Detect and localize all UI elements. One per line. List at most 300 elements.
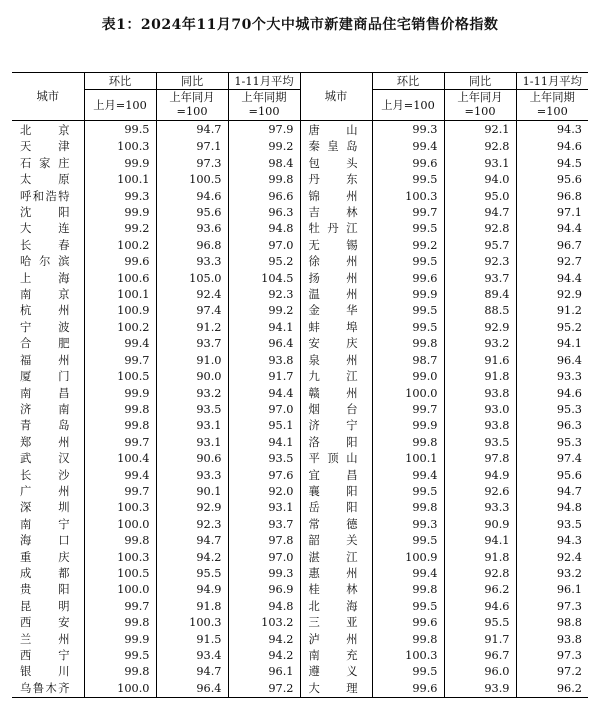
left-city-cell: 贵阳 [12, 582, 84, 598]
right-yoy-cell: 93.7 [444, 271, 516, 287]
left-city-cell: 西安 [12, 615, 84, 631]
left-ytd-cell: 94.8 [228, 599, 300, 615]
right-yoy-cell: 94.9 [444, 468, 516, 484]
table-row [12, 468, 588, 484]
header-ytd-right: 1-11月平均 [516, 73, 588, 90]
left-city-cell: 上海 [12, 271, 84, 287]
right-city-cell: 南充 [300, 648, 372, 664]
table-row [12, 484, 588, 500]
right-ytd-cell: 92.9 [556, 288, 582, 302]
right-mom-cell: 99.5 [372, 484, 444, 500]
table-row [12, 451, 588, 467]
table-row [12, 205, 588, 221]
right-yoy-cell: 92.3 [444, 254, 516, 270]
right-ytd-cell: 95.2 [556, 320, 582, 334]
right-city-cell: 秦皇岛 [300, 139, 372, 155]
left-city-cell: 呼和浩特 [12, 189, 84, 205]
left-mom-cell: 100.4 [84, 451, 156, 467]
right-city-cell: 襄阳 [300, 484, 372, 500]
left-ytd-cell: 94.2 [228, 648, 300, 664]
left-ytd-cell: 91.7 [228, 369, 300, 385]
left-city-cell: 石家庄 [12, 156, 84, 172]
table-row [12, 238, 588, 254]
left-city-cell: 海口 [12, 533, 84, 549]
left-city-cell: 郑州 [12, 435, 84, 451]
right-ytd-cell: 96.8 [556, 189, 582, 203]
left-yoy-cell: 97.3 [156, 156, 228, 172]
left-mom-cell: 99.9 [84, 205, 156, 221]
left-mom-cell: 100.9 [84, 303, 156, 319]
right-mom-cell: 99.9 [372, 418, 444, 434]
right-city-cell: 无锡 [300, 238, 372, 254]
table-row [12, 156, 588, 172]
right-yoy-cell: 95.5 [444, 615, 516, 631]
right-ytd-cell: 95.6 [556, 173, 582, 187]
left-mom-cell: 99.6 [84, 254, 156, 270]
right-yoy-cell: 91.6 [444, 353, 516, 369]
left-ytd-cell: 104.5 [228, 271, 300, 287]
table-row [12, 254, 588, 270]
table-row [12, 287, 588, 303]
right-mom-cell: 99.6 [372, 156, 444, 172]
right-mom-cell: 100.0 [372, 386, 444, 402]
left-mom-cell: 99.8 [84, 418, 156, 434]
right-city-cell: 北海 [300, 599, 372, 615]
right-ytd-cell: 94.8 [556, 501, 582, 515]
right-city-cell: 平顶山 [300, 451, 372, 467]
right-city-cell: 烟台 [300, 402, 372, 418]
left-yoy-cell: 93.7 [156, 336, 228, 352]
right-ytd-cell: 97.2 [556, 665, 582, 679]
left-yoy-cell: 94.6 [156, 189, 228, 205]
header-ytd-base-right: 上年同期 =100 [516, 90, 588, 121]
left-yoy-cell: 93.6 [156, 221, 228, 237]
right-mom-cell: 99.6 [372, 615, 444, 631]
right-city-cell: 宜昌 [300, 468, 372, 484]
header-city-right: 城市 [300, 73, 372, 121]
right-ytd-cell: 94.4 [556, 271, 582, 285]
left-mom-cell: 100.0 [84, 582, 156, 598]
right-city-cell: 温州 [300, 287, 372, 303]
right-yoy-cell: 93.5 [444, 435, 516, 451]
table-row [12, 648, 588, 664]
left-mom-cell: 100.5 [84, 566, 156, 582]
right-ytd-cell: 94.5 [556, 156, 582, 170]
left-city-cell: 太原 [12, 172, 84, 188]
right-mom-cell: 99.8 [372, 435, 444, 451]
right-ytd-cell: 95.3 [556, 435, 582, 449]
right-city-cell: 韶关 [300, 533, 372, 549]
left-ytd-cell: 96.4 [228, 336, 300, 352]
right-yoy-cell: 92.6 [444, 484, 516, 500]
right-city-cell: 洛阳 [300, 435, 372, 451]
left-city-cell: 青岛 [12, 418, 84, 434]
left-city-cell: 西宁 [12, 648, 84, 664]
left-mom-cell: 100.3 [84, 139, 156, 155]
left-ytd-cell: 97.0 [228, 238, 300, 254]
left-yoy-cell: 93.5 [156, 402, 228, 418]
right-yoy-cell: 90.9 [444, 517, 516, 533]
left-ytd-cell: 96.9 [228, 582, 300, 598]
table-row [12, 599, 588, 615]
left-ytd-cell: 94.2 [228, 632, 300, 648]
left-ytd-cell: 99.8 [228, 172, 300, 188]
table-row [12, 615, 588, 631]
right-yoy-cell: 92.8 [444, 221, 516, 237]
left-mom-cell: 99.5 [84, 121, 156, 140]
right-mom-cell: 99.5 [372, 664, 444, 680]
left-city-cell: 南京 [12, 287, 84, 303]
left-yoy-cell: 97.4 [156, 303, 228, 319]
right-mom-cell: 99.0 [372, 369, 444, 385]
left-mom-cell: 100.6 [84, 271, 156, 287]
left-mom-cell: 99.7 [84, 435, 156, 451]
right-city-cell: 牡丹江 [300, 221, 372, 237]
left-mom-cell: 100.3 [84, 550, 156, 566]
left-city-cell: 合肥 [12, 336, 84, 352]
right-ytd-cell: 93.5 [556, 517, 582, 531]
price-index-table [12, 72, 588, 698]
table-row [12, 582, 588, 598]
left-ytd-cell: 96.3 [228, 205, 300, 221]
right-city-cell: 九江 [300, 369, 372, 385]
table-row [12, 271, 588, 287]
right-yoy-cell: 93.8 [444, 386, 516, 402]
left-mom-cell: 99.4 [84, 336, 156, 352]
header-yoy-base-left: 上年同月 =100 [156, 90, 228, 121]
right-yoy-cell: 96.2 [444, 582, 516, 598]
left-yoy-cell: 94.9 [156, 582, 228, 598]
right-yoy-cell: 94.7 [444, 205, 516, 221]
left-yoy-cell: 91.5 [156, 632, 228, 648]
right-city-cell: 金华 [300, 303, 372, 319]
right-city-cell: 济宁 [300, 418, 372, 434]
left-mom-cell: 99.2 [84, 221, 156, 237]
table-row [12, 664, 588, 680]
right-mom-cell: 99.5 [372, 533, 444, 549]
left-mom-cell: 99.5 [84, 648, 156, 664]
table-row [12, 369, 588, 385]
table-row [12, 189, 588, 205]
left-yoy-cell: 97.1 [156, 139, 228, 155]
left-yoy-cell: 92.9 [156, 500, 228, 516]
left-mom-cell: 99.8 [84, 533, 156, 549]
table-row [12, 418, 588, 434]
left-city-cell: 北京 [12, 121, 84, 140]
left-yoy-cell: 90.0 [156, 369, 228, 385]
table-row [12, 172, 588, 188]
right-ytd-cell: 96.3 [556, 419, 582, 433]
left-mom-cell: 100.0 [84, 517, 156, 533]
right-mom-cell: 99.8 [372, 336, 444, 352]
left-mom-cell: 99.7 [84, 353, 156, 369]
left-mom-cell: 100.2 [84, 238, 156, 254]
left-ytd-cell: 98.4 [228, 156, 300, 172]
right-mom-cell: 99.4 [372, 468, 444, 484]
left-yoy-cell: 92.3 [156, 517, 228, 533]
right-ytd-cell: 94.4 [556, 222, 582, 236]
table-body [12, 121, 588, 698]
right-yoy-cell: 94.0 [444, 172, 516, 188]
left-mom-cell: 100.3 [84, 500, 156, 516]
table-header [12, 73, 588, 121]
left-city-cell: 昆明 [12, 599, 84, 615]
left-mom-cell: 99.8 [84, 402, 156, 418]
right-city-cell: 桂林 [300, 582, 372, 598]
right-ytd-cell: 94.6 [556, 140, 582, 154]
left-city-cell: 天津 [12, 139, 84, 155]
left-ytd-cell: 97.0 [228, 402, 300, 418]
right-ytd-cell: 97.3 [556, 649, 582, 662]
right-mom-cell: 100.9 [372, 550, 444, 566]
right-ytd-cell: 98.8 [556, 616, 582, 630]
left-yoy-cell: 93.2 [156, 386, 228, 402]
left-yoy-cell: 105.0 [156, 271, 228, 287]
left-mom-cell: 99.8 [84, 664, 156, 680]
right-city-cell: 徐州 [300, 254, 372, 270]
right-city-cell: 唐山 [300, 121, 372, 140]
right-yoy-cell: 97.8 [444, 451, 516, 467]
left-city-cell: 武汉 [12, 451, 84, 467]
right-ytd-cell: 97.1 [556, 206, 582, 220]
left-ytd-cell: 93.7 [228, 517, 300, 533]
right-yoy-cell: 91.7 [444, 632, 516, 648]
left-yoy-cell: 91.0 [156, 353, 228, 369]
left-city-cell: 南宁 [12, 517, 84, 533]
table-title: 表1：2024年11月70个大中城市新建商品住宅销售价格指数 [101, 17, 499, 33]
left-ytd-cell: 95.2 [228, 254, 300, 270]
left-yoy-cell: 94.2 [156, 550, 228, 566]
right-mom-cell: 99.5 [372, 254, 444, 270]
right-mom-cell: 99.9 [372, 287, 444, 303]
left-yoy-cell: 92.4 [156, 287, 228, 303]
right-mom-cell: 99.3 [372, 121, 444, 140]
left-city-cell: 兰州 [12, 632, 84, 648]
right-mom-cell: 99.7 [372, 205, 444, 221]
right-city-cell: 遵义 [300, 664, 372, 680]
table-row [12, 336, 588, 352]
right-yoy-cell: 95.7 [444, 238, 516, 254]
right-yoy-cell: 93.9 [444, 681, 516, 698]
header-city-left: 城市 [12, 73, 84, 121]
table-row [12, 221, 588, 237]
left-ytd-cell: 97.8 [228, 533, 300, 549]
right-mom-cell: 99.4 [372, 139, 444, 155]
right-ytd-cell: 94.1 [556, 337, 582, 351]
left-ytd-cell: 92.3 [228, 287, 300, 303]
left-ytd-cell: 99.3 [228, 566, 300, 582]
right-mom-cell: 100.3 [372, 648, 444, 664]
right-ytd-cell: 97.4 [556, 452, 582, 466]
left-ytd-cell: 94.1 [228, 435, 300, 451]
left-yoy-cell: 91.8 [156, 599, 228, 615]
right-ytd-cell: 96.1 [556, 583, 582, 597]
right-yoy-cell: 94.1 [444, 533, 516, 549]
right-mom-cell: 99.2 [372, 238, 444, 254]
left-ytd-cell: 99.2 [228, 139, 300, 155]
right-yoy-cell: 93.2 [444, 336, 516, 352]
left-city-cell: 深圳 [12, 500, 84, 516]
left-yoy-cell: 96.8 [156, 238, 228, 254]
left-ytd-cell: 93.8 [228, 353, 300, 369]
left-yoy-cell: 95.5 [156, 566, 228, 582]
right-ytd-cell: 97.3 [556, 599, 582, 613]
left-city-cell: 济南 [12, 402, 84, 418]
left-ytd-cell: 94.1 [228, 320, 300, 336]
right-city-cell: 吉林 [300, 205, 372, 221]
right-ytd-cell: 92.4 [556, 550, 582, 564]
right-yoy-cell: 93.8 [444, 418, 516, 434]
right-yoy-cell: 91.8 [444, 369, 516, 385]
left-city-cell: 重庆 [12, 550, 84, 566]
right-yoy-cell: 93.1 [444, 156, 516, 172]
table-row [12, 303, 588, 319]
left-ytd-cell: 94.4 [228, 386, 300, 402]
header-mom-base-right: 上月=100 [372, 90, 444, 121]
table-row [12, 435, 588, 451]
left-ytd-cell: 99.2 [228, 303, 300, 319]
left-ytd-cell: 97.2 [228, 681, 300, 698]
right-city-cell: 惠州 [300, 566, 372, 582]
left-mom-cell: 99.9 [84, 156, 156, 172]
left-city-cell: 杭州 [12, 303, 84, 319]
left-ytd-cell: 103.2 [228, 615, 300, 631]
right-yoy-cell: 92.1 [444, 121, 516, 140]
right-yoy-cell: 95.0 [444, 189, 516, 205]
header-mom-left: 环比 [84, 73, 156, 90]
right-yoy-cell: 93.0 [444, 402, 516, 418]
right-city-cell: 三亚 [300, 615, 372, 631]
left-yoy-cell: 94.7 [156, 664, 228, 680]
left-mom-cell: 100.2 [84, 320, 156, 336]
left-ytd-cell: 97.0 [228, 550, 300, 566]
left-mom-cell: 99.7 [84, 599, 156, 615]
left-city-cell: 沈阳 [12, 205, 84, 221]
right-city-cell: 岳阳 [300, 500, 372, 516]
table-row [12, 632, 588, 648]
right-city-cell: 常德 [300, 517, 372, 533]
right-mom-cell: 99.5 [372, 221, 444, 237]
left-mom-cell: 100.5 [84, 369, 156, 385]
left-city-cell: 厦门 [12, 369, 84, 385]
right-city-cell: 安庆 [300, 336, 372, 352]
right-mom-cell: 99.8 [372, 500, 444, 516]
table-row [12, 121, 588, 140]
right-mom-cell: 98.7 [372, 353, 444, 369]
right-ytd-cell: 94.3 [556, 534, 582, 548]
right-city-cell: 泸州 [300, 632, 372, 648]
left-city-cell: 宁波 [12, 320, 84, 336]
table-row [12, 533, 588, 549]
left-ytd-cell: 93.1 [228, 500, 300, 516]
header-yoy-base-right: 上年同月 =100 [444, 90, 516, 121]
left-mom-cell: 100.1 [84, 287, 156, 303]
table-row [12, 517, 588, 533]
header-yoy-right: 同比 [444, 73, 516, 90]
right-mom-cell: 99.3 [372, 517, 444, 533]
right-yoy-cell: 93.3 [444, 500, 516, 516]
right-city-cell: 泉州 [300, 353, 372, 369]
right-ytd-cell: 96.4 [556, 353, 582, 367]
right-city-cell: 扬州 [300, 271, 372, 287]
left-ytd-cell: 95.1 [228, 418, 300, 434]
right-ytd-cell: 96.7 [556, 238, 582, 252]
left-city-cell: 长沙 [12, 468, 84, 484]
right-mom-cell: 99.8 [372, 582, 444, 598]
right-ytd-cell: 91.2 [556, 304, 582, 318]
right-yoy-cell: 92.9 [444, 320, 516, 336]
table-row [12, 320, 588, 336]
left-city-cell: 广州 [12, 484, 84, 500]
right-mom-cell: 99.8 [372, 632, 444, 648]
left-yoy-cell: 96.4 [156, 681, 228, 698]
right-mom-cell: 99.6 [372, 271, 444, 287]
right-yoy-cell: 89.4 [444, 287, 516, 303]
left-mom-cell: 99.8 [84, 615, 156, 631]
right-mom-cell: 99.5 [372, 320, 444, 336]
left-yoy-cell: 93.1 [156, 418, 228, 434]
right-ytd-cell: 95.3 [556, 402, 582, 416]
right-city-cell: 丹东 [300, 172, 372, 188]
left-yoy-cell: 95.6 [156, 205, 228, 221]
header-ytd-left: 1-11月平均 [228, 73, 300, 90]
left-mom-cell: 99.4 [84, 468, 156, 484]
left-yoy-cell: 100.3 [156, 615, 228, 631]
right-yoy-cell: 92.8 [444, 566, 516, 582]
right-city-cell: 蚌埠 [300, 320, 372, 336]
left-ytd-cell: 96.6 [228, 189, 300, 205]
left-ytd-cell: 92.0 [228, 484, 300, 500]
left-ytd-cell: 97.9 [228, 121, 300, 140]
left-mom-cell: 99.7 [84, 484, 156, 500]
left-city-cell: 长春 [12, 238, 84, 254]
left-yoy-cell: 93.1 [156, 435, 228, 451]
right-mom-cell: 99.5 [372, 599, 444, 615]
table-row [12, 681, 588, 698]
right-yoy-cell: 96.7 [444, 648, 516, 664]
left-mom-cell: 100.0 [84, 681, 156, 698]
right-mom-cell: 99.5 [372, 303, 444, 319]
right-yoy-cell: 92.8 [444, 139, 516, 155]
right-yoy-cell: 96.0 [444, 664, 516, 680]
table-row [12, 386, 588, 402]
header-mom-right: 环比 [372, 73, 444, 90]
right-yoy-cell: 91.8 [444, 550, 516, 566]
left-ytd-cell: 97.6 [228, 468, 300, 484]
left-yoy-cell: 100.5 [156, 172, 228, 188]
left-yoy-cell: 93.4 [156, 648, 228, 664]
right-mom-cell: 100.1 [372, 451, 444, 467]
header-mom-base-left: 上月=100 [84, 90, 156, 121]
left-city-cell: 福州 [12, 353, 84, 369]
right-yoy-cell: 88.5 [444, 303, 516, 319]
left-ytd-cell: 93.5 [228, 451, 300, 467]
left-city-cell: 银川 [12, 664, 84, 680]
right-ytd-cell: 93.2 [556, 566, 582, 580]
table-row [12, 550, 588, 566]
right-ytd-cell: 93.8 [556, 632, 582, 646]
left-city-cell: 乌鲁木齐 [12, 681, 84, 698]
table-row [12, 139, 588, 155]
left-yoy-cell: 93.3 [156, 254, 228, 270]
right-city-cell: 赣州 [300, 386, 372, 402]
right-mom-cell: 99.4 [372, 566, 444, 582]
right-ytd-cell: 92.7 [556, 255, 582, 269]
right-ytd-cell: 96.2 [516, 681, 588, 698]
left-mom-cell: 100.1 [84, 172, 156, 188]
left-ytd-cell: 96.1 [228, 664, 300, 680]
left-yoy-cell: 93.3 [156, 468, 228, 484]
